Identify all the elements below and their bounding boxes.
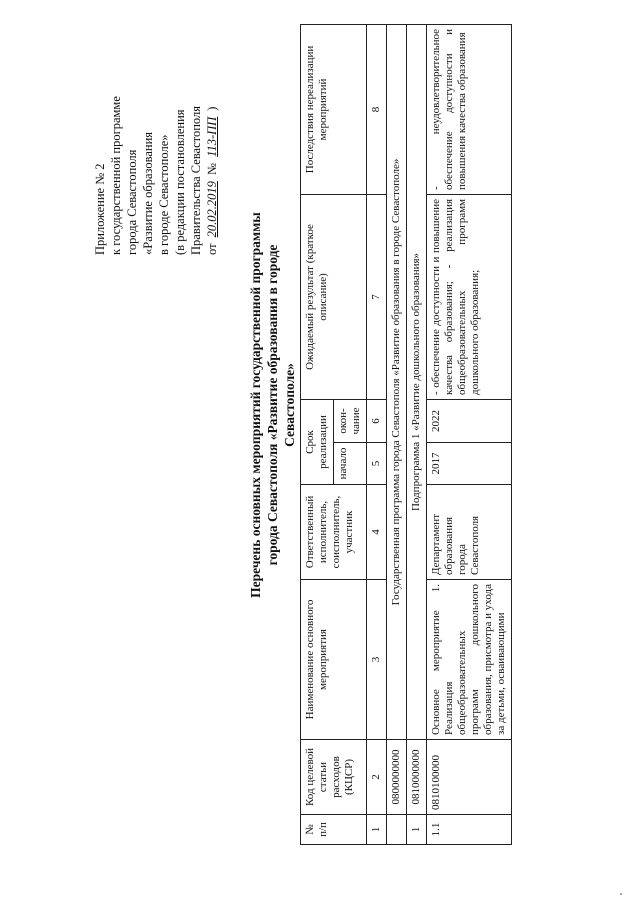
date-prefix: от <box>205 243 219 255</box>
measure-code: 0810100000 <box>427 740 512 815</box>
handwritten-number: 113-ПП <box>205 116 219 157</box>
column-number: 2 <box>367 740 387 815</box>
title-line-2: города Севастополя «Развитие образования в городе Севастополе» <box>265 244 297 566</box>
annex-date-line <box>204 25 220 255</box>
measure-executor: Департамент образования города Севастополя <box>427 485 512 580</box>
measure-num: 1.1 <box>427 815 512 845</box>
annex-line: Приложение № 2 <box>93 163 107 255</box>
program-num <box>387 815 407 845</box>
annex-line: города Севастополя <box>125 149 139 255</box>
column-number: 1 <box>367 815 387 845</box>
annex-block <box>92 25 220 255</box>
subprogram-title: Подпрограмма 1 «Развитие дошкольного образования» <box>407 24 427 739</box>
measure-start: 2017 <box>427 443 512 485</box>
column-number: 8 <box>367 24 387 194</box>
measure-consequences: - неудовлетворительное обеспечение доступности и повышения качества образования <box>427 24 512 194</box>
measures-table <box>300 24 512 845</box>
program-title: Государственная программа города Севастополя «Развитие образования в городе Севастополе» <box>387 24 407 739</box>
header-consequences: Последствия нереализации мероприятий <box>301 24 367 194</box>
header-executor: Ответственный исполнитель, соисполнитель, участник <box>301 485 367 580</box>
annex-line: «Развитие образования <box>141 131 155 255</box>
header-result: Ожидаемый результат (краткое описание) <box>301 194 367 399</box>
column-number: 7 <box>367 194 387 399</box>
annex-line: в городе Севастополе» <box>157 134 171 255</box>
column-number-row <box>367 24 387 844</box>
header-row <box>301 24 334 844</box>
header-period: Срок реализации <box>301 399 334 484</box>
column-number: 6 <box>367 399 387 442</box>
subprogram-num: 1 <box>407 815 427 845</box>
program-code: 0800000000 <box>387 740 407 815</box>
header-start: начало <box>334 443 367 485</box>
measure-end: 2022 <box>427 399 512 442</box>
header-end: окон-чание <box>334 399 367 442</box>
subprogram-code: 0810000000 <box>407 740 427 815</box>
annex-line: (в редакции постановления <box>173 109 187 255</box>
column-number: 3 <box>367 580 387 740</box>
annex-line: к государственной программе <box>109 96 123 255</box>
measure-name: Основное мероприятие 1. Реализация общеобразовательных программ дошкольного образования, присмотра и ухода за детьми, осваивающими <box>427 580 512 740</box>
measure-row <box>427 24 512 844</box>
subprogram-row <box>407 24 427 844</box>
annex-line: Правительства Севастополя <box>189 106 203 255</box>
measure-result: - обеспечение доступности и повышение качества образования; - реализация общеобразовательных программ дошкольного образования; <box>427 194 512 399</box>
header-name: Наименование основного мероприятия <box>301 580 367 740</box>
number-prefix: № <box>205 163 219 175</box>
header-code: Код целевой статьи расходов (КЦСР) <box>301 740 367 815</box>
column-number: 4 <box>367 485 387 580</box>
handwritten-date: 20.02.2019 <box>205 181 219 238</box>
close-paren: ) <box>205 106 219 111</box>
document-title <box>247 205 298 605</box>
column-number: 5 <box>367 443 387 485</box>
header-num: № п/п <box>301 815 367 845</box>
program-row <box>387 24 407 844</box>
title-line-1: Перечень основных мероприятий государственной программы <box>248 212 263 598</box>
scan-speck <box>620 893 622 895</box>
